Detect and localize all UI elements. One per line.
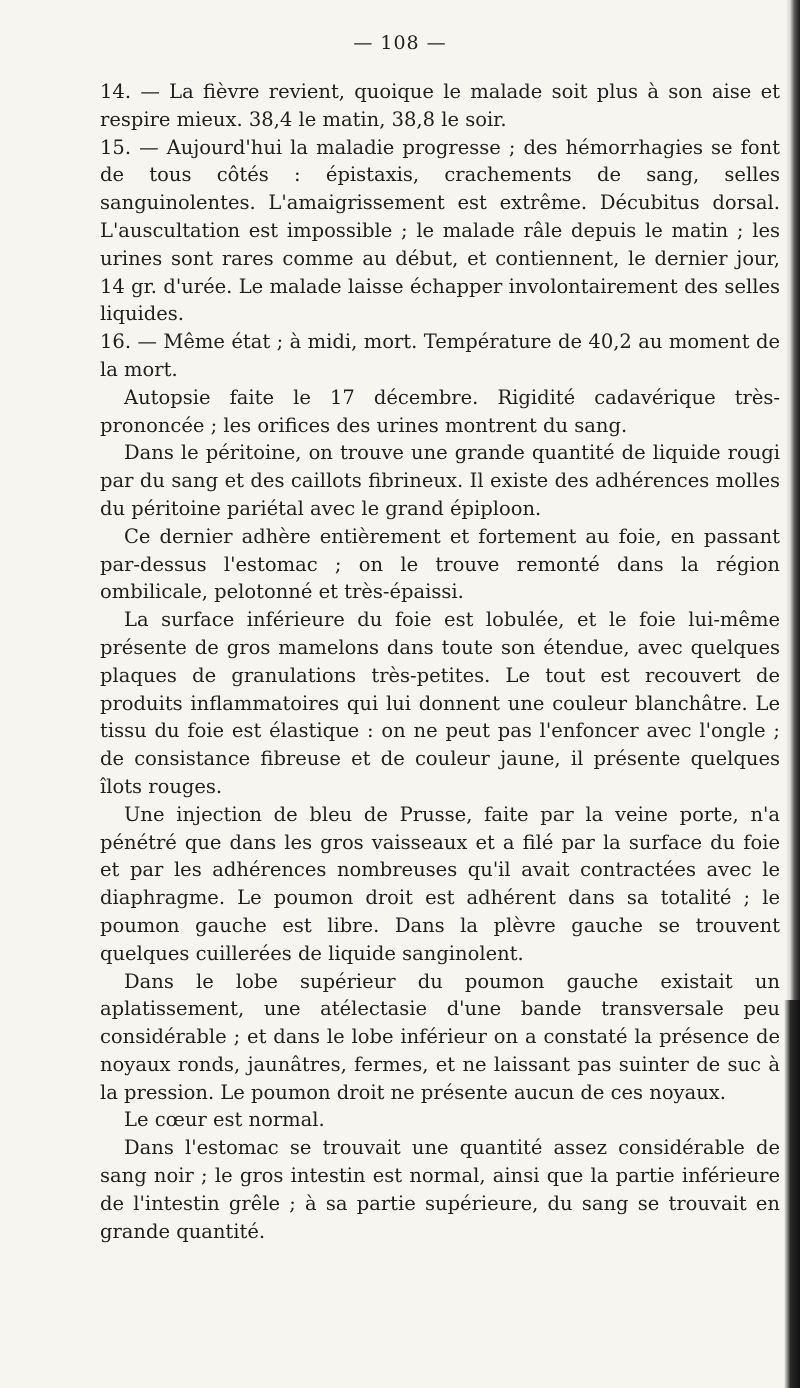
paragraph-day-16: 16. — Même état ; à midi, mort. Température de 40,2 au moment de la mort. xyxy=(100,330,780,381)
paragraph-day-14: 14. — La fièvre revient, quoique le malade soit plus à son aise et respire mieux. 38,4 le matin, 38,8 le soir. xyxy=(100,80,780,131)
body-text xyxy=(100,78,780,1245)
paragraph-liver: La surface inférieure du foie est lobulée, et le foie lui-même présente de gros mamelons dans toute son étendue, avec quelques plaques de granulations très-petites. Le tout est recouvert de produits inflammatoires qui lui donnent une couleur blanchâtre. Le tissu du foie est élastique : on ne peut pas l'enfoncer avec l'ongle ; de consistance fibreuse et de couleur jaune, il présente quelques îlots rouges. xyxy=(100,608,780,798)
paragraph-lung: Dans le lobe supérieur du poumon gauche existait un aplatissement, une atélectasie d'une bande transversale peu considérable ; et dans le lobe inférieur on a constaté la présence de noyaux ronds, jaunâtres, fermes, et ne laissant pas suinter de suc à la pression. Le poumon droit ne présente aucun de ces noyaux. xyxy=(100,969,780,1104)
paragraph-injection: Une injection de bleu de Prusse, faite par la veine porte, n'a pénétré que dans les gros vaisseaux et a filé par la surface du foie et par les adhérences nombreuses qu'il avait contractées avec le diaphragme. Le poumon droit est adhérent dans sa totalité ; le poumon gauche est libre. Dans la plèvre gauche se trouvent quelques cuillerées de liquide sanginolent. xyxy=(100,802,780,965)
paragraph-autopsy: Autopsie faite le 17 décembre. Rigidité cadavérique très-prononcée ; les orifices des urines montrent du sang. xyxy=(100,385,780,437)
page-binding-shadow xyxy=(784,1000,800,1388)
paragraph-heart: Le cœur est normal. xyxy=(124,1108,325,1132)
page-number: — 108 — xyxy=(353,32,447,54)
paragraph-epiploon: Ce dernier adhère entièrement et fortement au foie, en passant par-dessus l'estomac ; on le trouve remonté dans la région ombilicale, pelotonné et très-épaissi. xyxy=(100,524,780,604)
paragraph-peritoneum: Dans le péritoine, on trouve une grande quantité de liquide rougi par du sang et des caillots fibrineux. Il existe des adhérences molles du péritoine pariétal avec le grand épiploon. xyxy=(100,441,780,520)
paragraph-stomach: Dans l'estomac se trouvait une quantité assez considérable de sang noir ; le gros intestin est normal, ainsi que la partie inférieure de l'intestin grêle ; à sa partie supérieure, du sang se trouvait en grande quantité. xyxy=(100,1136,780,1243)
paragraph-day-15: 15. — Aujourd'hui la maladie progresse ; des hémorrhagies se font de tous côtés : épistaxis, crachements de sang, selles sanguinolentes. L'amaigrissement est extrême. Décubitus dorsal. L'auscultation est impossible ; le malade râle depuis le matin ; les urines sont rares comme au début, et contiennent, le dernier jour, 14 gr. d'urée. Le malade laisse échapper involontairement des selles liquides. xyxy=(100,135,780,326)
